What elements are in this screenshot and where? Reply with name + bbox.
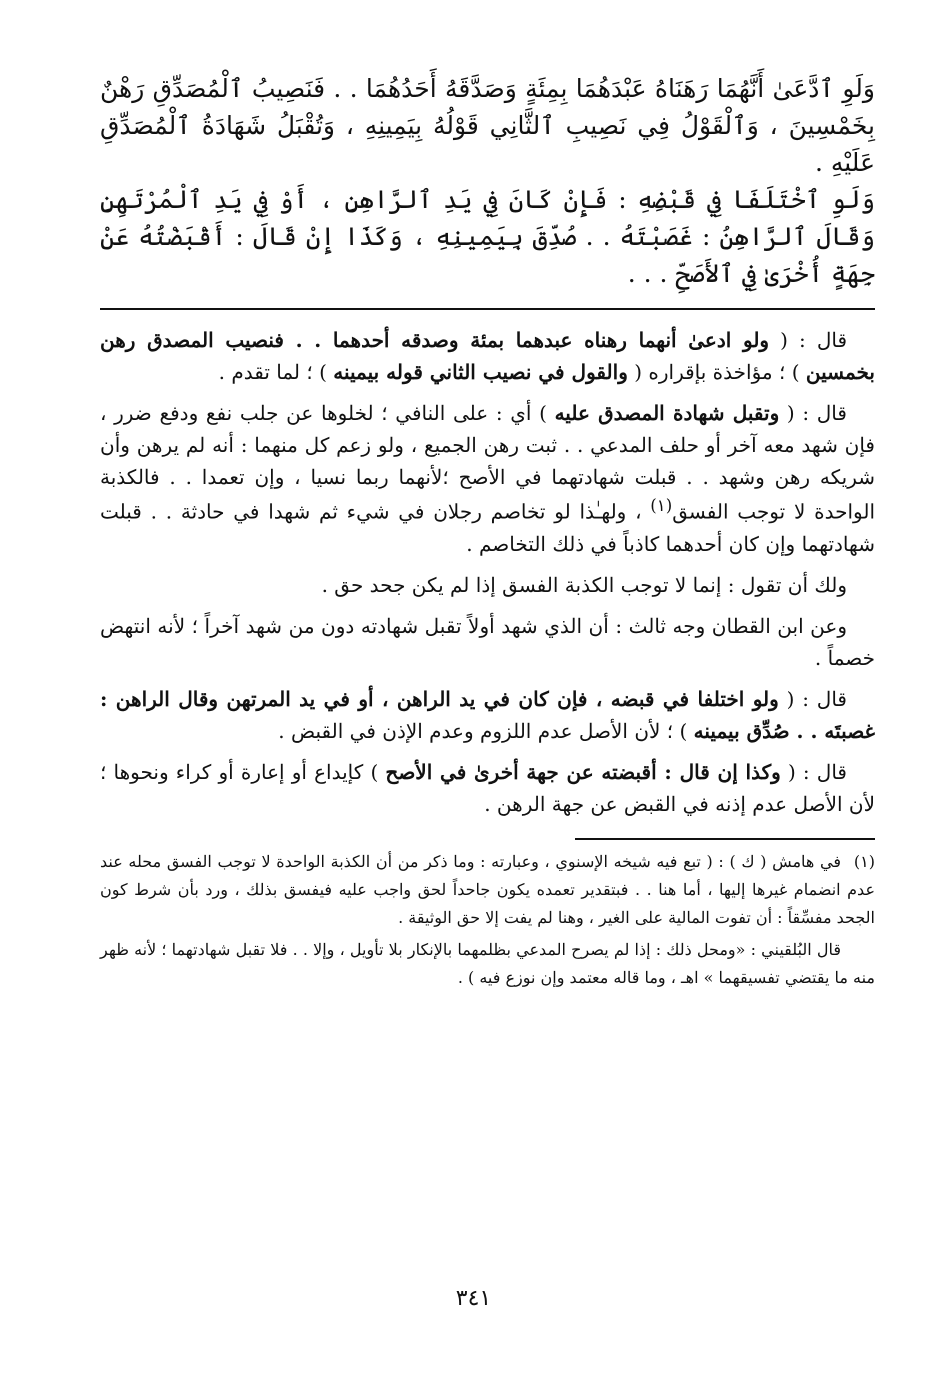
commentary-paragraph-5 (100, 683, 875, 747)
quote-open: قال : ( (780, 759, 847, 784)
main-divider (100, 308, 875, 310)
quote-open: قال : ( (769, 328, 847, 352)
commentary-text: ) ؛ لما تقدم . (218, 360, 334, 384)
commentary-text: ، ولهـٰذا لو تخاصم رجلان في شيء ثم شهدا في حادثة . . قبلت شهادتهما وإن كان أحدهما كاذباً في ذلك التخاصم . (100, 499, 875, 556)
commentary-paragraph-1 (100, 324, 875, 388)
quoted-matn: والقول في نصيب الثاني قوله بيمينه (333, 360, 628, 384)
quoted-matn: وكذا إن قال : أقبضته عن جهة أخرىٰ في الأصح (385, 759, 781, 784)
matn-paragraph-2: وَلَوِ ٱخْتَلَفَا فِي قَبْضِهِ : فَإِنْ كَانَ فِي يَدِ ٱلرَّاهِنِ ، أَوْ فِي يَدِ ٱلْمُرْتَهِنِ وَقَالَ ٱلرَّاهِنُ : غَصَبْتَهُ . . صُدِّقَ بِيَمِينِهِ ، وَكَذَا إِنْ قَالَ : أَقْبَضْتُهُ عَنْ جِهَةٍ أُخْرَىٰ فِي ٱلأَصَحِّ . . . (100, 185, 875, 288)
commentary-paragraph-6 (100, 756, 875, 820)
footnote-text: في هامش ( ك ) : ( تبع فيه شيخه الإسنوي ، وعبارته : وما ذكر من أن الكذبة الواحدة لا توجب الفسق محله عند عدم انضمام غيرها إليها ، أما هنا . . فبتقدير تعمده يكون جاحداً لحق واجب عليه فيفسق بذلك ، ورد بأن شرط كون الجحد مفسِّقاً : أن تفوت المالية على الغير ، وهنا لم يفت إلا حق الوثيقة . (100, 851, 876, 927)
quoted-matn: وتقبل شهادة المصدق عليه (554, 401, 780, 425)
commentary-text: ) ؛ لأن الأصل عدم اللزوم وعدم الإذن في القبض . (278, 718, 694, 743)
quote-open: قال : ( (778, 686, 847, 711)
commentary-text: ) كإيداع أو إعارة أو كراء ونحوها ؛ لأن الأصل عدم إذنه في القبض عن جهة الرهن . (100, 759, 875, 816)
commentary (100, 324, 875, 820)
main-text (100, 70, 875, 292)
quoted-matn: ولو اختلفا في قبضه ، فإن كان في يد الراهن ، أو في يد المرتهن وقال الراهن : غصبتَه . . صُدِّق بيمينه (100, 686, 875, 743)
page-number: ٣٤١ (455, 1286, 492, 1311)
commentary-text: ) أي : على النافي ؛ لخلوها عن جلب نفع ودفع ضرر ، فإن شهد معه آخر أو حلف المدعي . . ثبت رهن الجميع ، ولو زعم كل منهما : أنه لم يرهن وأن شريكه رهن وشهد . . قبلت شهادتهما في الأصح ؛لأنهما ربما نسيا ، وإن تعمدا . . فالكذبة الواحدة لا توجب الفسق (100, 401, 875, 524)
footnote-1-continuation: قال البُلقيني : «ومحل ذلك : إذا لم يصرح المدعي بظلمهما بالإنكار بلا تأويل ، وإلا . . فلا تقبل شهادتهما ؛ لأنه ظهر منه ما يقتضي تفسيقهما » اهـ ، وما قاله معتمد وإن نوزع فيه ) . (100, 939, 875, 987)
commentary-text: ) ؛ مؤاخذة بإقراره ( (627, 360, 806, 384)
footnotes (100, 848, 875, 992)
commentary-paragraph-3: ولك أن تقول : إنما لا توجب الكذبة الفسق إذا لم يكن جحد حق . (321, 572, 847, 597)
page-body (100, 70, 875, 996)
footnote-number: (١) (853, 851, 875, 871)
footnote-reference[interactable]: (١) (650, 496, 673, 515)
footnote-divider (575, 838, 875, 840)
commentary-paragraph-4: وعن ابن القطان وجه ثالث : أن الذي شهد أولاً تقبل شهادته دون من شهد آخراً ؛ لأنه انتهض خصماً . (100, 613, 875, 670)
quote-open: قال : ( (779, 401, 847, 425)
quoted-matn: ولو ادعىٰ أنهما رهناه عبدهما بمئة وصدقه أحدهما . . فنصيب المصدق رهن بخمسين (100, 328, 875, 384)
footnote-1 (100, 848, 875, 932)
commentary-paragraph-2 (100, 397, 875, 560)
matn-paragraph-1: وَلَوِ ٱدَّعَىٰ أَنَّهُمَا رَهَنَاهُ عَبْدَهُمَا بِمِئَةٍ وَصَدَّقَهُ أَحَدُهُمَا . . فَنَصِيبُ ٱلْمُصَدِّقِ رَهْنٌ بِخَمْسِينَ ، وَٱلْقَوْلُ فِي نَصِيبِ ٱلثَّانِي قَوْلُهُ بِيَمِينِهِ ، وَتُقْبَلُ شَهَادَةُ ٱلْمُصَدِّقِ عَلَيْهِ . (100, 74, 875, 177)
